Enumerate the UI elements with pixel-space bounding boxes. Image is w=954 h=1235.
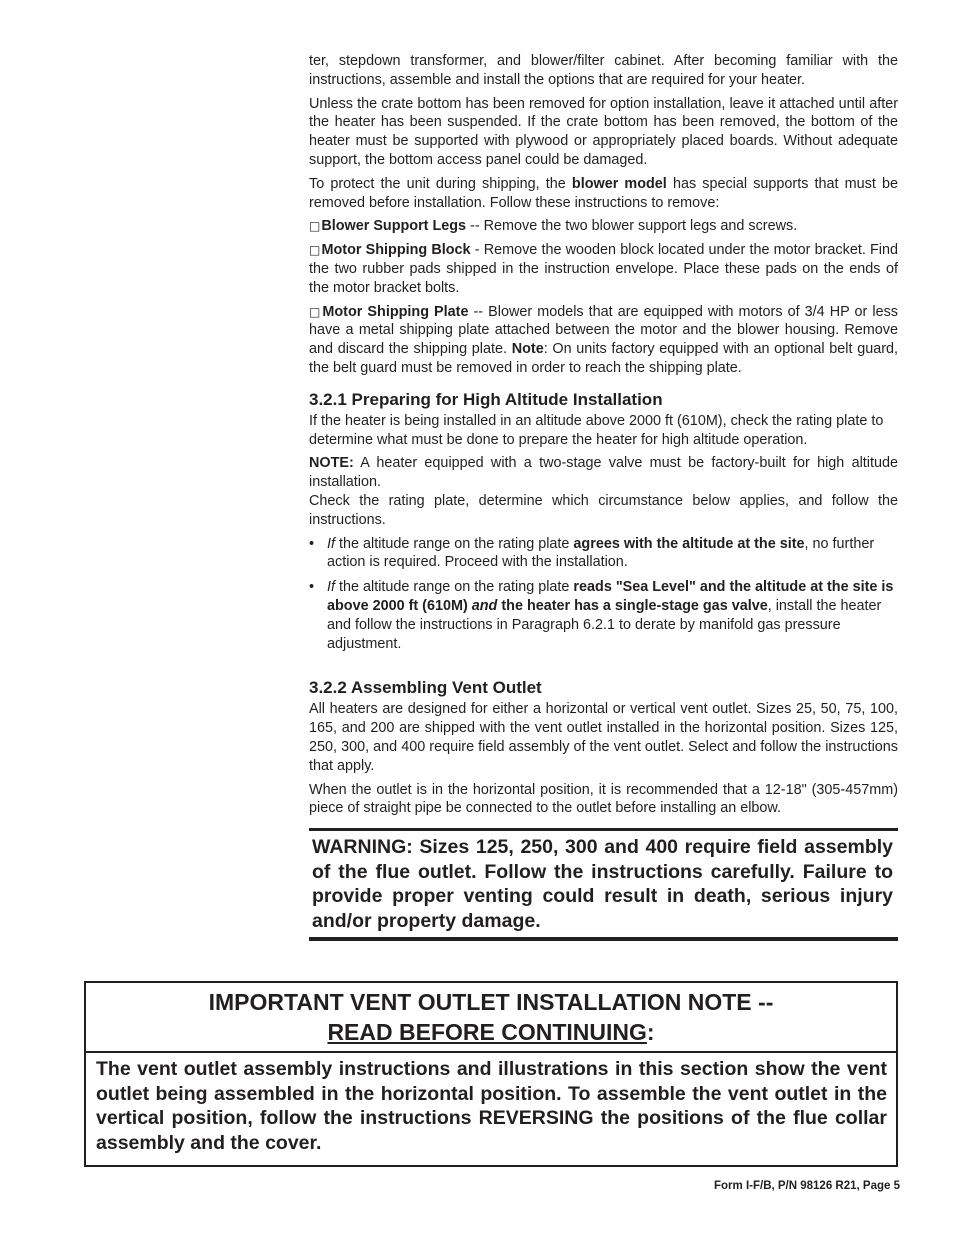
paragraph-note bbox=[309, 454, 898, 492]
bullet-icon: • bbox=[309, 535, 315, 552]
text: the altitude range on the rating plate bbox=[335, 535, 574, 552]
colon: : bbox=[646, 1019, 655, 1045]
note-label: Note bbox=[511, 341, 544, 358]
text: To protect the unit during shipping, the bbox=[309, 175, 572, 192]
bold-italic-text: and bbox=[471, 597, 498, 614]
note-text: A heater equipped with a two-stage valve must be factory-built for high altitude installation. bbox=[309, 455, 898, 491]
item-text: -- Blower models that are equipped with motors of 3/4 HP or less have a metal shipping plate attached between the motor and the blower housing. Remove and discard the shipping plate. bbox=[309, 303, 898, 358]
bold-text: blower model bbox=[571, 175, 667, 192]
important-note-box bbox=[84, 981, 898, 1167]
item-motor-shipping-plate bbox=[309, 303, 898, 378]
bullet-item bbox=[309, 535, 898, 573]
italic-text: If bbox=[327, 579, 335, 596]
text: , no further action is required. Proceed with the installation. bbox=[327, 535, 875, 571]
warning-box: WARNING: Sizes 125, 250, 300 and 400 require field assembly of the flue outlet. Follow the instructions carefully. Failure to provide proper venting could result in death, serious injury and/or property damage. bbox=[309, 828, 898, 941]
item-text: : On units factory equipped with an optional belt guard, the belt guard must be removed in order to reach the shipping plate. bbox=[309, 341, 898, 376]
important-note-body: The vent outlet assembly instructions and illustrations in this section show the vent outlet being assembled in the horizontal position. To assemble the vent outlet in the vertical position, follow the instructions REVERSING the positions of the flue collar assembly and the cover. bbox=[96, 1058, 887, 1154]
text: has special supports that must be removed before installation. Follow these instructions to remove: bbox=[309, 175, 898, 211]
main-column bbox=[309, 52, 898, 941]
important-note-line2 bbox=[86, 1017, 896, 1047]
section-heading-3-2-1: 3.2.1 Preparing for High Altitude Installation bbox=[309, 389, 663, 409]
italic-text: If bbox=[327, 535, 335, 552]
paragraph-altitude: If the heater is being installed in an altitude above 2000 ft (610M), check the rating plate to determine what must be done to prepare the heater for high altitude operation. bbox=[309, 412, 884, 448]
bullet-icon: • bbox=[309, 579, 315, 596]
paragraph-horizontal-position: When the outlet is in the horizontal position, it is recommended that a 12-18" (305-457mm) piece of straight pipe be connected to the outlet before installing an elbow. bbox=[309, 781, 898, 817]
bold-text: the heater has a single-stage gas valve bbox=[497, 597, 768, 614]
item-label: Motor Shipping Block bbox=[321, 242, 471, 259]
paragraph-crate-bottom: Unless the crate bottom has been removed for option installation, leave it attached until after the heater has been suspended. If the crate bottom has been removed, the bottom of the heater must be supported with plywood or appropriately placed boards. Without adequate support, the bottom access panel could be damaged. bbox=[309, 95, 898, 168]
item-text: -- Remove the two blower support legs and screws. bbox=[466, 218, 798, 235]
note-label: NOTE: bbox=[309, 455, 354, 472]
item-motor-shipping-block bbox=[309, 241, 898, 297]
checkbox-icon: □ bbox=[309, 304, 322, 319]
bullet-item bbox=[309, 578, 898, 653]
underlined-text: READ BEFORE CONTINUING bbox=[327, 1019, 647, 1045]
important-note-line1: IMPORTANT VENT OUTLET INSTALLATION NOTE -- bbox=[208, 989, 774, 1015]
checkbox-icon: □ bbox=[309, 219, 321, 234]
item-label: Blower Support Legs bbox=[321, 218, 467, 235]
bold-text: agrees with the altitude at the site bbox=[573, 535, 805, 552]
page-footer: Form I-F/B, P/N 98126 R21, Page 5 bbox=[714, 1180, 900, 1192]
paragraph-shipping-supports bbox=[309, 175, 898, 213]
paragraph-check-rating: Check the rating plate, determine which circumstance below applies, and follow the instructions. bbox=[309, 492, 898, 528]
item-text: - Remove the wooden block located under the motor bracket. Find the two rubber pads shipped in the instruction envelope. Place these pads on the ends of the motor bracket bolts. bbox=[309, 242, 898, 296]
text: the altitude range on the rating plate bbox=[335, 579, 574, 596]
bold-text: reads "Sea Level" and the altitude at the site is above 2000 ft (610M) bbox=[327, 579, 894, 614]
text: , install the heater and follow the instructions in Paragraph 6.2.1 to derate by manifold gas pressure adjustment. bbox=[327, 597, 882, 652]
item-label: Motor Shipping Plate bbox=[322, 303, 469, 320]
paragraph-vent-outlet: All heaters are designed for either a horizontal or vertical vent outlet. Sizes 25, 50, 75, 100, 165, and 200 are shipped with the vent outlet installed in the horizontal position. Sizes 125, 250, 300, and 400 require field assembly of the vent outlet. Select and follow the instructions that apply. bbox=[309, 701, 898, 774]
section-heading-3-2-2: 3.2.2 Assembling Vent Outlet bbox=[309, 678, 542, 698]
item-blower-support-legs bbox=[309, 217, 898, 236]
checkbox-icon: □ bbox=[309, 243, 321, 258]
paragraph-intro: ter, stepdown transformer, and blower/filter cabinet. After becoming familiar with the instructions, assemble and install the options that are required for your heater. bbox=[309, 53, 898, 88]
important-note-title bbox=[86, 983, 896, 1053]
